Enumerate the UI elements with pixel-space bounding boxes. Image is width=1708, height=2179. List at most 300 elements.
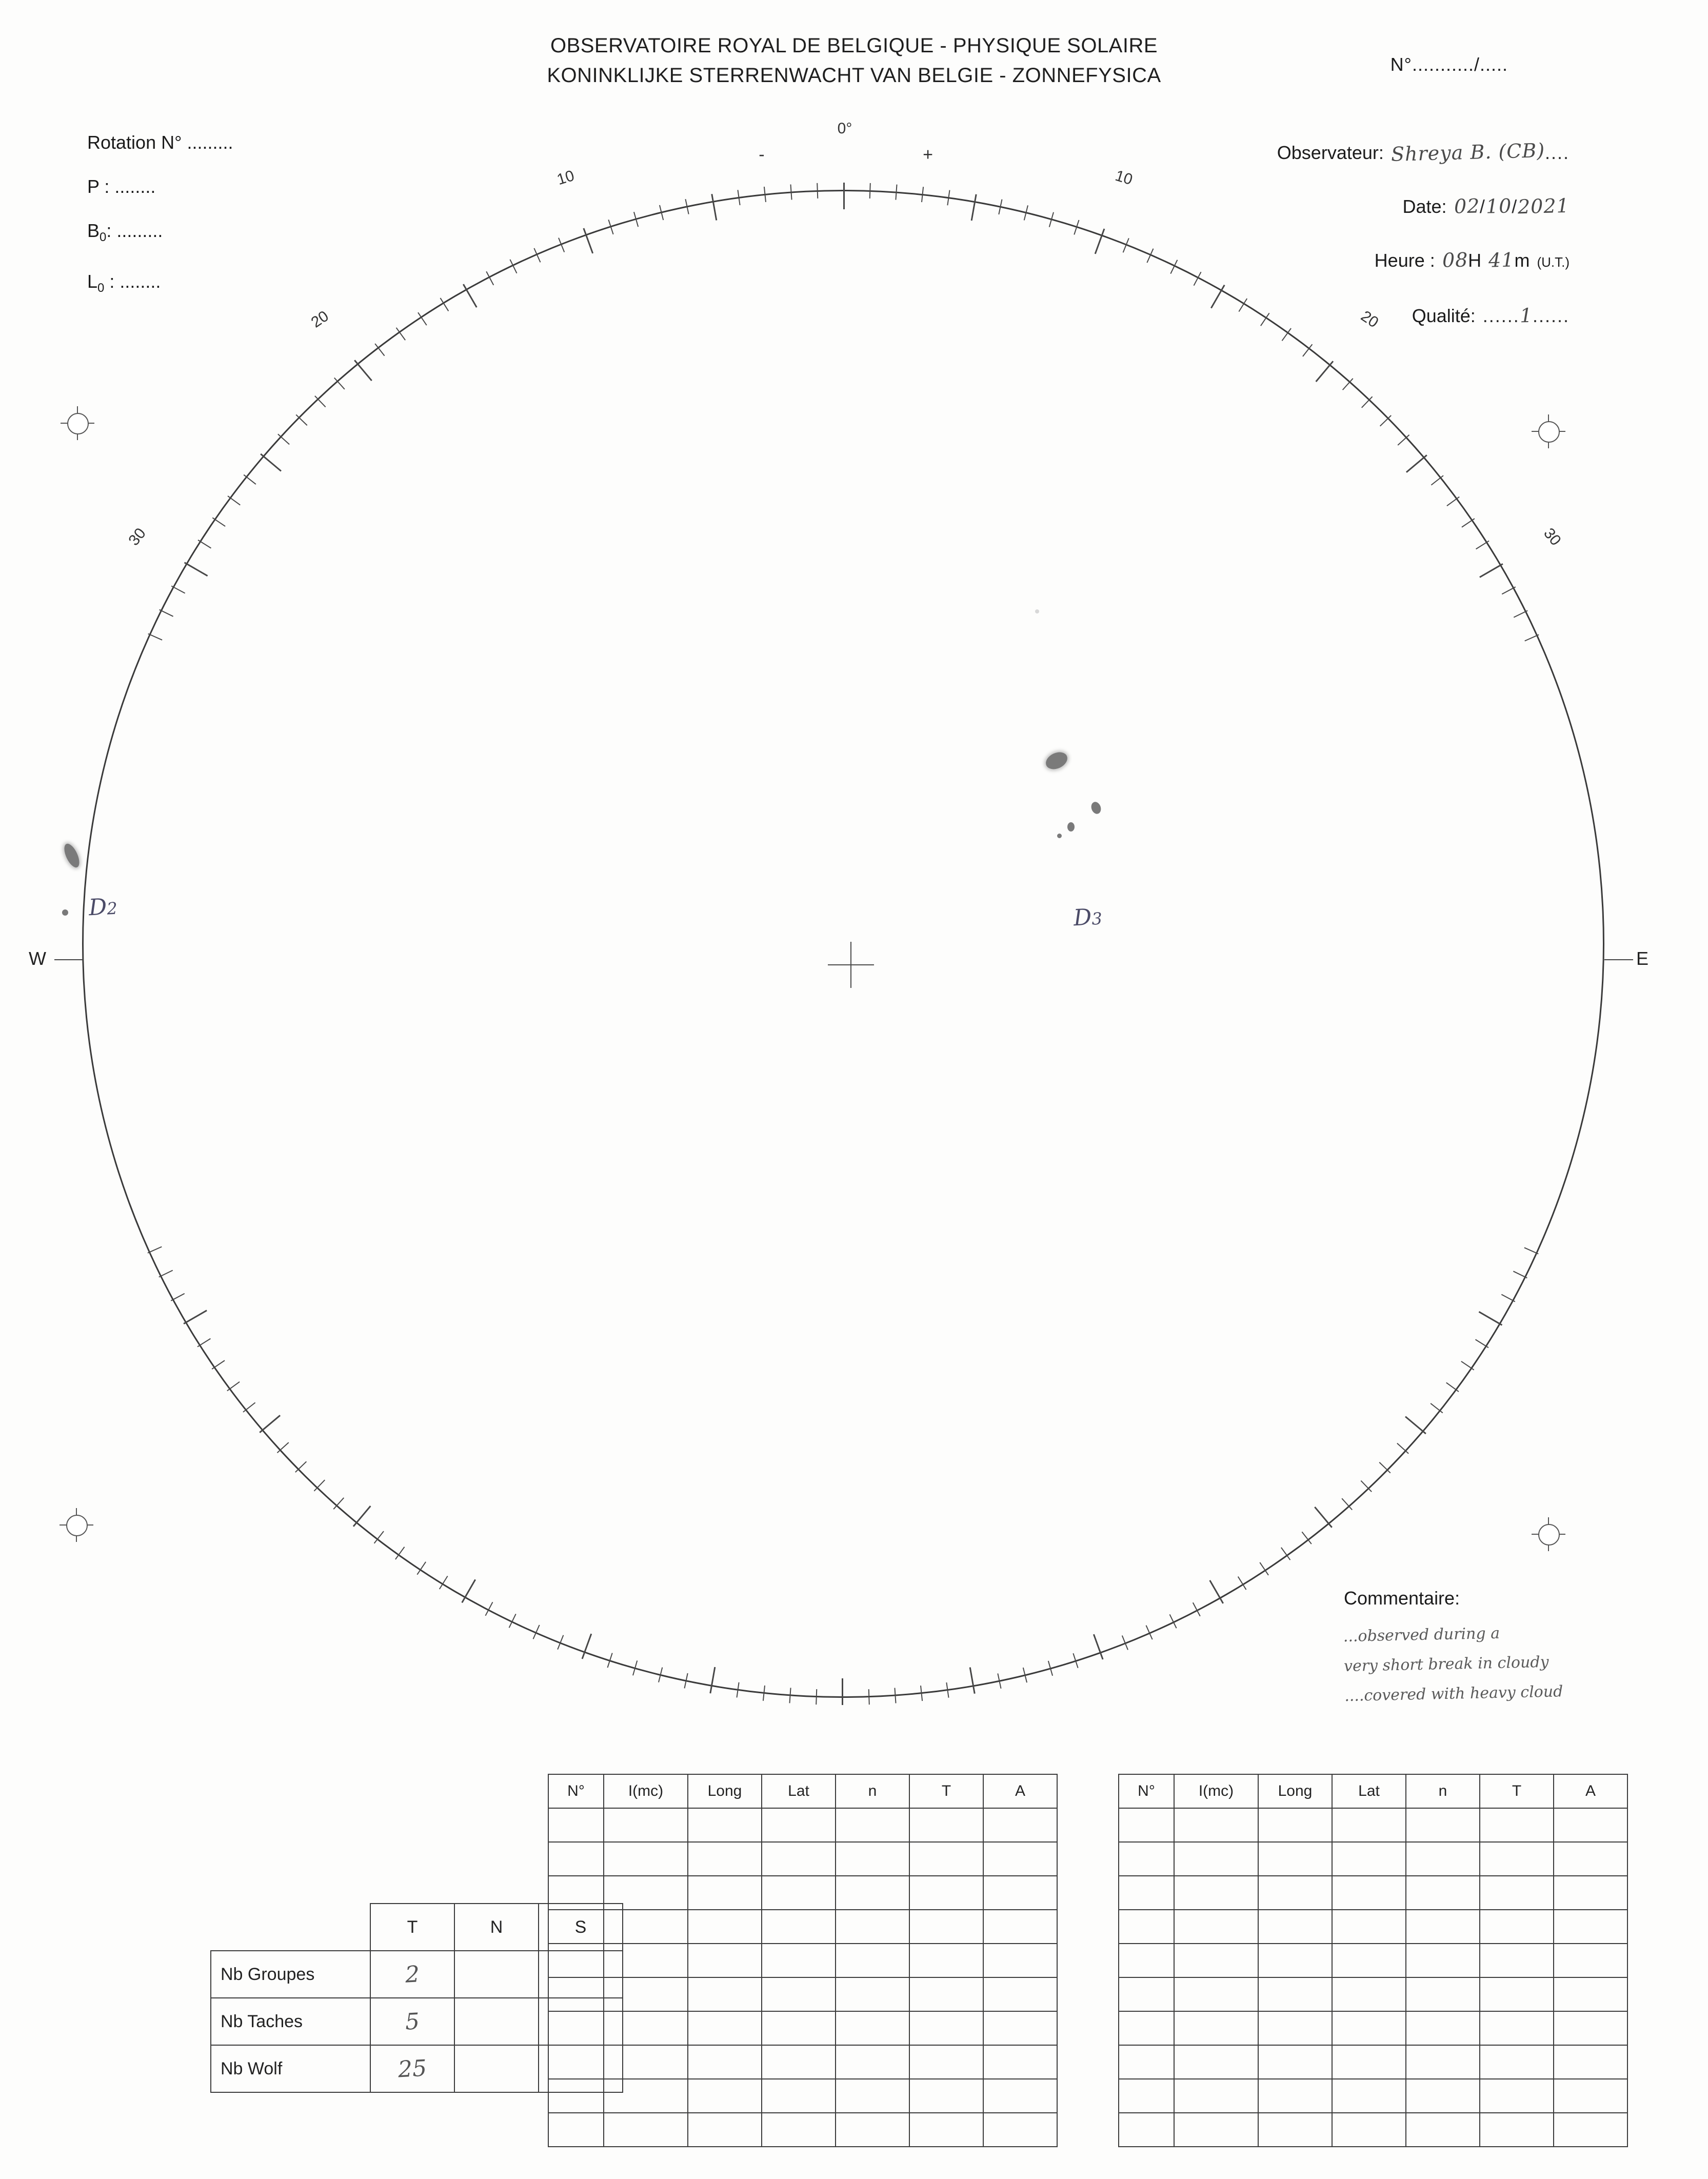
- limb-tick: [1513, 1271, 1527, 1278]
- table-cell[interactable]: [762, 1977, 836, 2011]
- table-cell[interactable]: [1119, 1944, 1174, 1977]
- limb-tick: [632, 1660, 638, 1675]
- table-cell[interactable]: [1119, 1876, 1174, 1910]
- table-row[interactable]: [1119, 2079, 1627, 2113]
- limb-tick: [533, 1625, 540, 1639]
- table-cell[interactable]: [1554, 2113, 1627, 2147]
- limb-tick: [1431, 1403, 1443, 1413]
- table-cell[interactable]: [1258, 2079, 1332, 2113]
- table-cell[interactable]: [1119, 2113, 1174, 2147]
- date-label: Date:: [1402, 196, 1447, 217]
- table-cell[interactable]: [1480, 1876, 1554, 1910]
- table-cell[interactable]: [1480, 2045, 1554, 2079]
- table-cell[interactable]: [688, 2011, 762, 2045]
- limb-tick: [971, 194, 977, 221]
- limb-tick: [869, 183, 871, 199]
- table-cell[interactable]: [983, 2011, 1057, 2045]
- tick-label-0: 30: [125, 525, 150, 549]
- limb-tick: [1048, 1661, 1053, 1676]
- summary-value-s[interactable]: [539, 1951, 623, 1998]
- table-cell[interactable]: [1174, 2045, 1258, 2079]
- date-month: 10: [1485, 194, 1512, 218]
- table-cell[interactable]: [1174, 1944, 1258, 1977]
- b0-label: B: [87, 220, 100, 241]
- p-field[interactable]: P : ........: [87, 176, 156, 197]
- table-cell[interactable]: [1480, 2079, 1554, 2113]
- limb-tick: [171, 1293, 185, 1301]
- table-cell[interactable]: [983, 1944, 1057, 1977]
- limb-tick: [921, 187, 924, 202]
- limb-tick: [583, 228, 593, 253]
- table-row[interactable]: [1119, 1977, 1627, 2011]
- table-cell[interactable]: [548, 2113, 604, 2147]
- limb-tick: [1146, 248, 1154, 263]
- table-cell[interactable]: [1406, 1910, 1480, 1944]
- table-row[interactable]: [1119, 1910, 1627, 1944]
- table-cell[interactable]: [1174, 1910, 1258, 1944]
- table-cell[interactable]: [1406, 1977, 1480, 2011]
- table-cell[interactable]: [1119, 2011, 1174, 2045]
- column-header-i-mc-: I(mc): [1174, 1774, 1258, 1808]
- table-cell[interactable]: [1406, 2045, 1480, 2079]
- table-cell[interactable]: [983, 1842, 1057, 1876]
- limb-tick: [1479, 1311, 1503, 1326]
- table-cell[interactable]: [836, 1808, 909, 1842]
- limb-tick: [684, 1673, 688, 1689]
- table-row[interactable]: [548, 1977, 1057, 2011]
- limb-tick: [790, 184, 792, 200]
- observer-label: Observateur:: [1277, 142, 1384, 163]
- table-cell[interactable]: [762, 2079, 836, 2113]
- table-cell[interactable]: [909, 1842, 983, 1876]
- time-h-unit: H: [1468, 250, 1482, 271]
- tick-label-4: 10: [1113, 167, 1135, 189]
- summary-value-t[interactable]: [370, 2045, 454, 2092]
- summary-value-n[interactable]: [454, 1998, 539, 2045]
- table-cell[interactable]: [762, 1876, 836, 1910]
- limb-tick: [947, 190, 950, 205]
- table-cell[interactable]: [604, 1842, 688, 1876]
- summary-value-t[interactable]: [370, 1951, 454, 1998]
- registration-mark-bottom-right: [1532, 1517, 1565, 1551]
- time-minute: 41: [1488, 248, 1515, 272]
- table-cell[interactable]: [1119, 2045, 1174, 2079]
- limb-tick: [439, 1576, 448, 1590]
- table-cell[interactable]: [983, 1910, 1057, 1944]
- limb-tick: [607, 1653, 613, 1668]
- table-cell[interactable]: [548, 1842, 604, 1876]
- table-cell[interactable]: [1174, 1977, 1258, 2011]
- table-cell[interactable]: [1554, 2045, 1627, 2079]
- summary-column-s: S: [539, 1904, 623, 1951]
- sheet-number-field[interactable]: N°.........../.....: [1390, 54, 1508, 75]
- summary-row[interactable]: [211, 1951, 623, 1998]
- table-cell[interactable]: [1174, 1842, 1258, 1876]
- registration-mark-top-left: [61, 406, 94, 440]
- table-cell[interactable]: [1480, 1808, 1554, 1842]
- table-cell[interactable]: [762, 1842, 836, 1876]
- comment-line-3: ....covered with heavy cloud: [1344, 1682, 1563, 1706]
- table-header-row: [548, 1774, 1057, 1808]
- summary-row[interactable]: [211, 1998, 623, 2045]
- limb-tick: [1479, 563, 1503, 578]
- limb-tick: [1524, 1247, 1538, 1254]
- table-cell[interactable]: [1480, 1842, 1554, 1876]
- table-cell[interactable]: [1480, 1944, 1554, 1977]
- table-cell[interactable]: [836, 1977, 909, 2011]
- summary-value-n[interactable]: [454, 1951, 539, 1998]
- b0-value: : .........: [106, 220, 163, 241]
- limb-tick: [1502, 586, 1516, 595]
- table-row[interactable]: [548, 1944, 1057, 1977]
- column-header-a: A: [1554, 1774, 1627, 1808]
- table-cell[interactable]: [836, 1944, 909, 1977]
- table-cell[interactable]: [909, 1808, 983, 1842]
- table-cell[interactable]: [836, 1876, 909, 1910]
- limb-tick: [997, 1673, 1001, 1689]
- table-cell[interactable]: [836, 2079, 909, 2113]
- table-cell[interactable]: [836, 2011, 909, 2045]
- tick-label-5: 20: [1358, 308, 1382, 332]
- limb-tick: [1524, 634, 1539, 641]
- limb-tick: [260, 453, 282, 472]
- table-cell[interactable]: [548, 1808, 604, 1842]
- comment-text[interactable]: [1343, 1615, 1693, 1711]
- table-cell[interactable]: [688, 2113, 762, 2147]
- table-header-row: [1119, 1774, 1627, 1808]
- table-cell[interactable]: [1119, 1977, 1174, 2011]
- limb-tick: [509, 1614, 517, 1628]
- limb-tick: [314, 395, 326, 407]
- observer-dots: ....: [1544, 142, 1570, 163]
- table-cell[interactable]: [1554, 1977, 1627, 2011]
- table-cell[interactable]: [1119, 1842, 1174, 1876]
- sunspot-data-table-right[interactable]: [1118, 1774, 1628, 2147]
- table-cell[interactable]: [836, 2113, 909, 2147]
- table-cell[interactable]: [1258, 1977, 1332, 2011]
- axis-dash-west: [54, 959, 83, 960]
- table-cell[interactable]: [836, 1842, 909, 1876]
- sunspot-d3-main: [1043, 749, 1070, 772]
- limb-tick: [920, 1686, 923, 1701]
- limb-tick: [736, 1682, 739, 1698]
- table-cell[interactable]: [1554, 1876, 1627, 1910]
- time-hour: 08: [1442, 248, 1468, 272]
- table-cell[interactable]: [1119, 1910, 1174, 1944]
- limb-tick: [737, 190, 740, 205]
- limb-tick: [1024, 205, 1028, 221]
- limb-tick: [440, 298, 449, 311]
- table-row[interactable]: [1119, 1842, 1627, 1876]
- summary-counts-table[interactable]: [210, 1903, 623, 2093]
- b0-subscript: 0: [100, 230, 107, 245]
- table-row[interactable]: [1119, 2045, 1627, 2079]
- table-cell[interactable]: [1406, 1842, 1480, 1876]
- date-day: 02: [1453, 194, 1480, 218]
- table-cell[interactable]: [688, 1876, 762, 1910]
- column-header-n: n: [836, 1774, 909, 1808]
- table-cell[interactable]: [1332, 1910, 1406, 1944]
- table-cell[interactable]: [1332, 2011, 1406, 2045]
- limb-tick: [171, 586, 185, 594]
- tick-label-2: 10: [554, 167, 577, 189]
- limb-tick: [1023, 1668, 1027, 1683]
- date-sep-2: /: [1512, 196, 1518, 217]
- table-cell[interactable]: [1554, 2079, 1627, 2113]
- limb-tick: [418, 312, 427, 326]
- limb-tick: [1461, 1361, 1474, 1370]
- column-header-t: T: [909, 1774, 983, 1808]
- limb-tick: [817, 183, 818, 199]
- table-cell[interactable]: [1119, 1808, 1174, 1842]
- table-cell[interactable]: [688, 1910, 762, 1944]
- table-row[interactable]: [548, 2011, 1057, 2045]
- table-cell[interactable]: [983, 2045, 1057, 2079]
- table-cell[interactable]: [983, 1808, 1057, 1842]
- table-cell[interactable]: [1258, 1876, 1332, 1910]
- table-cell[interactable]: [1174, 2011, 1258, 2045]
- table-cell[interactable]: [1332, 1808, 1406, 1842]
- table-row[interactable]: [548, 2113, 1057, 2147]
- limb-tick: [183, 1310, 207, 1324]
- table-cell[interactable]: [909, 1944, 983, 1977]
- limb-tick: [1379, 1462, 1391, 1473]
- table-cell[interactable]: [1480, 1977, 1554, 2011]
- table-cell[interactable]: [1332, 2079, 1406, 2113]
- table-cell[interactable]: [983, 2079, 1057, 2113]
- summary-value-s[interactable]: [539, 2045, 623, 2092]
- table-cell[interactable]: [688, 1944, 762, 1977]
- table-cell[interactable]: [909, 2011, 983, 2045]
- table-cell[interactable]: [1174, 1876, 1258, 1910]
- table-row[interactable]: [1119, 2011, 1627, 2045]
- limb-tick: [295, 414, 307, 426]
- column-header-n-: N°: [548, 1774, 604, 1808]
- table-cell[interactable]: [1406, 1808, 1480, 1842]
- table-row[interactable]: [1119, 1944, 1627, 1977]
- limb-tick: [147, 1246, 162, 1254]
- limb-tick: [197, 540, 211, 549]
- axis-dash-east: [1604, 959, 1633, 960]
- limb-tick: [354, 360, 372, 381]
- table-row[interactable]: [1119, 1876, 1627, 1910]
- table-cell[interactable]: [1406, 1876, 1480, 1910]
- registration-mark-bottom-left: [59, 1508, 93, 1542]
- limb-tick: [533, 248, 541, 262]
- table-cell[interactable]: [1554, 1910, 1627, 1944]
- limb-tick: [1049, 212, 1054, 227]
- column-header-i-mc-: I(mc): [604, 1774, 688, 1808]
- sunspot-d3-c: [1067, 822, 1075, 831]
- table-cell[interactable]: [1258, 2045, 1332, 2079]
- summary-row[interactable]: [211, 2045, 623, 2092]
- limb-tick: [842, 1678, 843, 1705]
- limb-tick: [1406, 454, 1427, 473]
- table-cell[interactable]: [762, 1808, 836, 1842]
- table-cell[interactable]: [688, 2045, 762, 2079]
- limb-tick: [1260, 313, 1269, 326]
- limb-tick: [212, 517, 226, 526]
- table-cell[interactable]: [1554, 2011, 1627, 2045]
- table-cell[interactable]: [909, 1910, 983, 1944]
- limb-tick: [416, 1561, 426, 1575]
- table-cell[interactable]: [909, 2045, 983, 2079]
- handwritten-value: 25: [397, 2055, 428, 2083]
- limb-tick: [314, 1480, 325, 1492]
- limb-tick: [1093, 1634, 1104, 1660]
- table-cell[interactable]: [762, 2011, 836, 2045]
- limb-tick: [895, 185, 897, 200]
- table-cell[interactable]: [1480, 2011, 1554, 2045]
- title-line-nl: KONINKLIJKE STERRENWACHT VAN BELGIE - ZONNEFYSICA: [547, 64, 1161, 87]
- table-cell[interactable]: [1332, 1977, 1406, 2011]
- table-cell[interactable]: [1258, 2113, 1332, 2147]
- rotation-field[interactable]: Rotation N° .........: [87, 132, 233, 153]
- sunspot-data-table-left[interactable]: [548, 1774, 1058, 2147]
- limb-tick: [396, 327, 406, 340]
- limb-tick: [557, 1635, 564, 1650]
- limb-tick: [894, 1688, 896, 1703]
- table-cell[interactable]: [1554, 1842, 1627, 1876]
- tick-label-6: 30: [1540, 525, 1564, 549]
- table-cell[interactable]: [762, 2045, 836, 2079]
- limb-tick: [1446, 497, 1459, 506]
- time-label: Heure :: [1374, 250, 1435, 271]
- table-cell[interactable]: [909, 2079, 983, 2113]
- table-cell[interactable]: [909, 1876, 983, 1910]
- column-header-long: Long: [688, 1774, 762, 1808]
- table-cell[interactable]: [604, 1808, 688, 1842]
- table-cell[interactable]: [1174, 2113, 1258, 2147]
- table-cell[interactable]: [909, 1977, 983, 2011]
- limb-tick: [1397, 1443, 1409, 1454]
- limb-tick: [633, 212, 639, 227]
- table-cell[interactable]: [983, 1876, 1057, 1910]
- table-cell[interactable]: [688, 1842, 762, 1876]
- table-cell[interactable]: [1480, 2113, 1554, 2147]
- table-cell[interactable]: [983, 1977, 1057, 2011]
- table-cell[interactable]: [1332, 1944, 1406, 1977]
- time-m-unit: m: [1514, 250, 1530, 271]
- limb-tick: [608, 220, 613, 234]
- table-cell[interactable]: [688, 1808, 762, 1842]
- table-cell[interactable]: [762, 1910, 836, 1944]
- title-line-fr: OBSERVATOIRE ROYAL DE BELGIQUE - PHYSIQUE SOLAIRE: [550, 34, 1158, 57]
- summary-value-t[interactable]: [370, 1998, 454, 2045]
- sunspot-label-d3: D3: [1073, 904, 1103, 932]
- column-header-a: A: [983, 1774, 1057, 1808]
- table-row[interactable]: [548, 2045, 1057, 2079]
- table-row[interactable]: [548, 2079, 1057, 2113]
- table-row[interactable]: [548, 1842, 1057, 1876]
- limb-tick: [1194, 272, 1202, 286]
- limb-tick: [1501, 1294, 1515, 1302]
- table-cell[interactable]: [983, 2113, 1057, 2147]
- tick-label-1: 20: [308, 308, 332, 332]
- limb-tick: [1314, 1507, 1333, 1528]
- table-cell[interactable]: [1332, 1876, 1406, 1910]
- table-cell[interactable]: [1480, 1910, 1554, 1944]
- l0-label: L: [87, 271, 98, 292]
- limb-tick: [843, 183, 845, 209]
- table-cell[interactable]: [1554, 1808, 1627, 1842]
- table-cell[interactable]: [604, 2113, 688, 2147]
- limb-tick: [1514, 610, 1528, 618]
- handwritten-value: 5: [404, 2008, 421, 2035]
- limb-tick: [461, 1579, 476, 1603]
- table-cell[interactable]: [1258, 1944, 1332, 1977]
- limb-tick: [711, 194, 717, 221]
- table-cell[interactable]: [909, 2113, 983, 2147]
- table-cell[interactable]: [688, 2079, 762, 2113]
- table-cell[interactable]: [1119, 2079, 1174, 2113]
- limb-tick: [1073, 1653, 1078, 1668]
- limb-tick: [1361, 1480, 1372, 1492]
- limb-tick: [1342, 378, 1354, 390]
- table-cell[interactable]: [1258, 1842, 1332, 1876]
- table-cell[interactable]: [836, 1910, 909, 1944]
- table-cell[interactable]: [1258, 1910, 1332, 1944]
- table-cell[interactable]: [1258, 1808, 1332, 1842]
- summary-row-label: Nb Wolf: [211, 2045, 370, 2092]
- table-cell[interactable]: [1332, 1842, 1406, 1876]
- limb-tick: [1074, 220, 1079, 235]
- limb-tick: [277, 434, 290, 445]
- summary-value-s[interactable]: [539, 1998, 623, 2045]
- summary-value-n[interactable]: [454, 2045, 539, 2092]
- table-row[interactable]: [548, 1876, 1057, 1910]
- table-row[interactable]: [1119, 1808, 1627, 1842]
- table-cell[interactable]: [1174, 2079, 1258, 2113]
- limb-tick: [868, 1689, 870, 1705]
- limb-tick: [197, 1338, 211, 1348]
- table-cell[interactable]: [1258, 2011, 1332, 2045]
- table-row[interactable]: [1119, 2113, 1627, 2147]
- table-row[interactable]: [548, 1910, 1057, 1944]
- limb-tick: [243, 1402, 255, 1413]
- quality-value: 1: [1519, 304, 1533, 327]
- limb-tick: [969, 1667, 976, 1694]
- table-cell[interactable]: [1174, 1808, 1258, 1842]
- table-row[interactable]: [548, 1808, 1057, 1842]
- table-cell[interactable]: [1554, 1944, 1627, 1977]
- limb-tick: [1169, 1614, 1177, 1629]
- limb-tick: [485, 1602, 493, 1616]
- table-cell[interactable]: [1406, 2113, 1480, 2147]
- table-cell[interactable]: [836, 2045, 909, 2079]
- table-cell[interactable]: [688, 1977, 762, 2011]
- limb-tick: [1259, 1562, 1268, 1575]
- table-cell[interactable]: [762, 1944, 836, 1977]
- limb-tick: [1281, 1547, 1290, 1560]
- table-cell[interactable]: [1406, 2079, 1480, 2113]
- limb-tick: [946, 1682, 949, 1698]
- limb-tick: [1461, 518, 1475, 527]
- limb-tick: [1341, 1498, 1353, 1511]
- table-cell[interactable]: [1332, 2113, 1406, 2147]
- limb-tick: [1431, 475, 1444, 485]
- column-header-lat: Lat: [762, 1774, 836, 1808]
- summary-column-n: N: [454, 1904, 539, 1951]
- limb-tick: [1475, 1339, 1489, 1349]
- table-cell[interactable]: [1332, 2045, 1406, 2079]
- table-cell[interactable]: [762, 2113, 836, 2147]
- table-cell[interactable]: [1406, 2011, 1480, 2045]
- limb-tick: [1476, 541, 1489, 550]
- table-cell[interactable]: [1406, 1944, 1480, 1977]
- summary-row-label: Nb Groupes: [211, 1951, 370, 1998]
- quality-dots: ......: [1482, 305, 1520, 326]
